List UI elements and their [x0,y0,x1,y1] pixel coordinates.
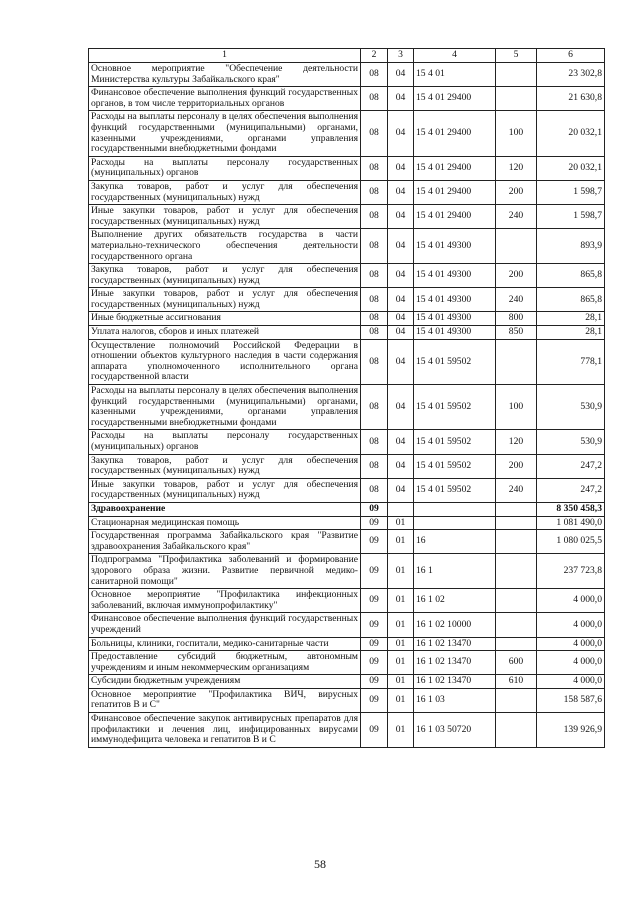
expense-type-code [496,87,537,111]
expense-type-code: 610 [496,675,537,689]
amount: 4 000,0 [537,651,605,675]
expense-type-code [496,713,537,748]
section-code: 08 [361,205,388,229]
amount: 158 587,6 [537,688,605,712]
table-row [89,312,605,326]
target-article-code: 16 1 02 [414,589,496,613]
subsection-code: 01 [388,554,414,589]
table-row [89,430,605,454]
item-name: Закупка товаров, работ и услуг для обеспечения государственных (муниципальных) нужд [89,264,361,288]
amount: 1 598,7 [537,180,605,204]
expense-type-code: 100 [496,111,537,156]
target-article-code: 15 4 01 29400 [414,205,496,229]
target-article-code: 15 4 01 59502 [414,339,496,384]
table-row [89,180,605,204]
subsection-code: 01 [388,613,414,637]
amount: 4 000,0 [537,613,605,637]
table-row [89,156,605,180]
table-row [89,205,605,229]
target-article-code: 16 [414,530,496,554]
expense-type-code: 850 [496,326,537,340]
expense-type-code [496,589,537,613]
subsection-code: 01 [388,651,414,675]
target-article-code: 15 4 01 29400 [414,180,496,204]
expense-type-code [496,688,537,712]
amount: 1 081 490,0 [537,516,605,530]
item-name: Иные закупки товаров, работ и услуг для обеспечения государственных (муниципальных) нужд [89,478,361,502]
table-row [89,87,605,111]
section-code: 08 [361,385,388,430]
subsection-code: 04 [388,454,414,478]
subsection-code: 01 [388,530,414,554]
item-name: Государственная программа Забайкальского края "Развитие здравоохранения Забайкальского края" [89,530,361,554]
amount: 4 000,0 [537,637,605,651]
section-code: 08 [361,326,388,340]
header-cell-6: 6 [537,49,605,63]
table-row [89,339,605,384]
amount: 28,1 [537,326,605,340]
section-code: 09 [361,713,388,748]
section-code: 08 [361,312,388,326]
header-row [89,49,605,63]
item-name: Здравоохранение [89,502,361,516]
expense-type-code [496,530,537,554]
expense-type-code: 200 [496,454,537,478]
expense-type-code [496,637,537,651]
item-name: Закупка товаров, работ и услуг для обеспечения государственных (муниципальных) нужд [89,454,361,478]
item-name: Основное мероприятие "Профилактика ВИЧ, вирусных гепатитов В и С" [89,688,361,712]
amount: 530,9 [537,430,605,454]
target-article-code: 15 4 01 [414,63,496,87]
table-row [89,478,605,502]
table-row [89,63,605,87]
target-article-code: 15 4 01 49300 [414,288,496,312]
expense-type-code: 200 [496,264,537,288]
header-cell-1: 1 [89,49,361,63]
expense-type-code [496,339,537,384]
subsection-code: 04 [388,205,414,229]
item-name: Расходы на выплаты персоналу в целях обеспечения выполнения функций государственными (муниципальными) органами, казенными учреждениями, органами управления государственными внебюджетными фондами [89,111,361,156]
section-code: 08 [361,156,388,180]
subsection-code: 04 [388,312,414,326]
table-row [89,688,605,712]
budget-table [88,48,605,748]
item-name: Расходы на выплаты персоналу государственных (муниципальных) органов [89,156,361,180]
subsection-code: 04 [388,288,414,312]
target-article-code: 16 1 02 13470 [414,651,496,675]
section-code: 09 [361,613,388,637]
table-row [89,675,605,689]
subsection-code: 04 [388,87,414,111]
header-cell-5: 5 [496,49,537,63]
amount: 28,1 [537,312,605,326]
table-row [89,530,605,554]
table-row [89,554,605,589]
item-name: Финансовое обеспечение закупок антивирусных препаратов для профилактики и лечения лиц, инфицированных вирусами иммунодефицита человека и гепатитов В и С [89,713,361,748]
section-code: 09 [361,675,388,689]
subsection-code: 04 [388,63,414,87]
table-row [89,713,605,748]
section-code: 08 [361,63,388,87]
section-code: 08 [361,454,388,478]
table-row [89,651,605,675]
table-row [89,288,605,312]
subsection-code: 04 [388,264,414,288]
expense-type-code: 100 [496,385,537,430]
target-article-code: 15 4 01 29400 [414,156,496,180]
target-article-code: 15 4 01 49300 [414,264,496,288]
expense-type-code: 200 [496,180,537,204]
target-article-code: 16 1 02 13470 [414,675,496,689]
target-article-code [414,502,496,516]
table-row [89,637,605,651]
item-name: Расходы на выплаты персоналу в целях обеспечения выполнения функций государственными (муниципальными) органами, казенными учреждениями, органами управления государственными внебюджетными фондами [89,385,361,430]
subsection-code: 04 [388,430,414,454]
amount: 8 350 458,3 [537,502,605,516]
amount: 778,1 [537,339,605,384]
amount: 21 630,8 [537,87,605,111]
subsection-code: 01 [388,688,414,712]
item-name: Иные бюджетные ассигнования [89,312,361,326]
amount: 865,8 [537,264,605,288]
item-name: Предоставление субсидий бюджетным, автономным учреждениям и иным некоммерческим организациям [89,651,361,675]
table-row [89,111,605,156]
amount: 237 723,8 [537,554,605,589]
amount: 4 000,0 [537,589,605,613]
section-code: 08 [361,430,388,454]
header-cell-4: 4 [414,49,496,63]
table-body [89,49,605,748]
item-name: Уплата налогов, сборов и иных платежей [89,326,361,340]
target-article-code: 15 4 01 59502 [414,454,496,478]
subsection-code: 04 [388,180,414,204]
table-row [89,613,605,637]
target-article-code: 16 1 02 13470 [414,637,496,651]
amount: 139 926,9 [537,713,605,748]
amount: 23 302,8 [537,63,605,87]
table-row [89,502,605,516]
amount: 865,8 [537,288,605,312]
expense-type-code: 240 [496,288,537,312]
target-article-code: 15 4 01 49300 [414,312,496,326]
item-name: Расходы на выплаты персоналу государственных (муниципальных) органов [89,430,361,454]
expense-type-code: 120 [496,430,537,454]
target-article-code: 15 4 01 59502 [414,430,496,454]
table-row [89,516,605,530]
table-row [89,589,605,613]
amount: 893,9 [537,229,605,264]
section-code: 08 [361,264,388,288]
target-article-code: 15 4 01 49300 [414,229,496,264]
amount: 4 000,0 [537,675,605,689]
expense-type-code: 800 [496,312,537,326]
expense-type-code [496,516,537,530]
target-article-code: 16 1 [414,554,496,589]
section-code: 09 [361,651,388,675]
header-cell-3: 3 [388,49,414,63]
table-row [89,385,605,430]
subsection-code: 04 [388,156,414,180]
section-code: 09 [361,637,388,651]
subsection-code: 01 [388,589,414,613]
section-code: 08 [361,111,388,156]
item-name: Подпрограмма "Профилактика заболеваний и формирование здорового образа жизни. Развитие первичной медико-санитарной помощи" [89,554,361,589]
subsection-code: 01 [388,675,414,689]
section-code: 08 [361,339,388,384]
subsection-code: 04 [388,385,414,430]
section-code: 09 [361,688,388,712]
section-code: 09 [361,554,388,589]
item-name: Основное мероприятие "Профилактика инфекционных заболеваний, включая иммунопрофилактику" [89,589,361,613]
item-name: Финансовое обеспечение выполнения функций государственных органов, в том числе территориальных органов [89,87,361,111]
subsection-code: 04 [388,478,414,502]
target-article-code: 15 4 01 59502 [414,385,496,430]
amount: 1 598,7 [537,205,605,229]
expense-type-code [496,613,537,637]
target-article-code: 16 1 03 50720 [414,713,496,748]
header-cell-2: 2 [361,49,388,63]
target-article-code: 15 4 01 49300 [414,326,496,340]
expense-type-code [496,229,537,264]
item-name: Закупка товаров, работ и услуг для обеспечения государственных (муниципальных) нужд [89,180,361,204]
item-name: Больницы, клиники, госпитали, медико-санитарные части [89,637,361,651]
expense-type-code: 600 [496,651,537,675]
item-name: Финансовое обеспечение выполнения функций государственных учреждений [89,613,361,637]
item-name: Выполнение других обязательств государства в части материально-технического обеспечения деятельности государственного органа [89,229,361,264]
expense-type-code [496,502,537,516]
item-name: Субсидии бюджетным учреждениям [89,675,361,689]
item-name: Иные закупки товаров, работ и услуг для обеспечения государственных (муниципальных) нужд [89,205,361,229]
section-code: 09 [361,589,388,613]
table-row [89,229,605,264]
subsection-code: 04 [388,339,414,384]
section-code: 08 [361,478,388,502]
table-row [89,454,605,478]
page-number: 58 [314,857,326,871]
section-code: 08 [361,229,388,264]
section-code: 09 [361,516,388,530]
target-article-code: 16 1 02 10000 [414,613,496,637]
expense-type-code [496,554,537,589]
target-article-code: 16 1 03 [414,688,496,712]
section-code: 08 [361,87,388,111]
section-code: 08 [361,288,388,312]
amount: 247,2 [537,478,605,502]
subsection-code: 01 [388,516,414,530]
amount: 530,9 [537,385,605,430]
subsection-code [388,502,414,516]
item-name: Иные закупки товаров, работ и услуг для обеспечения государственных (муниципальных) нужд [89,288,361,312]
expense-type-code: 240 [496,205,537,229]
subsection-code: 04 [388,111,414,156]
table-row [89,326,605,340]
subsection-code: 04 [388,326,414,340]
amount: 20 032,1 [537,156,605,180]
expense-type-code [496,63,537,87]
subsection-code: 01 [388,713,414,748]
target-article-code: 15 4 01 59502 [414,478,496,502]
target-article-code: 15 4 01 29400 [414,111,496,156]
item-name: Осуществление полномочий Российской Федерации в отношении объектов культурного наследия в части содержания аппарата уполномоченного исполнительного органа государственной власти [89,339,361,384]
item-name: Стационарная медицинская помощь [89,516,361,530]
target-article-code: 15 4 01 29400 [414,87,496,111]
section-code: 08 [361,180,388,204]
section-code: 09 [361,530,388,554]
amount: 20 032,1 [537,111,605,156]
subsection-code: 04 [388,229,414,264]
target-article-code [414,516,496,530]
table-row [89,264,605,288]
amount: 1 080 025,5 [537,530,605,554]
item-name: Основное мероприятие "Обеспечение деятельности Министерства культуры Забайкальского края" [89,63,361,87]
subsection-code: 01 [388,637,414,651]
amount: 247,2 [537,454,605,478]
expense-type-code: 120 [496,156,537,180]
section-code: 09 [361,502,388,516]
expense-type-code: 240 [496,478,537,502]
